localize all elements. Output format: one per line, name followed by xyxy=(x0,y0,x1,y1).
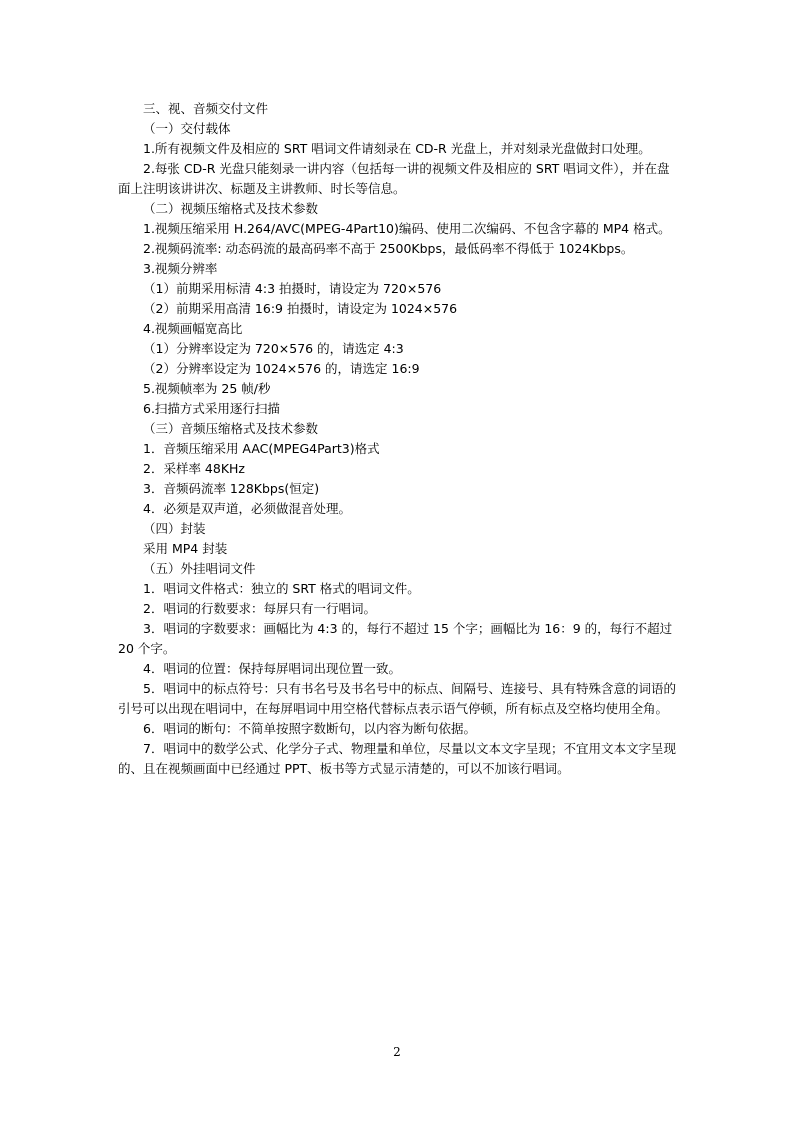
paragraph: 4．唱词的位置：保持每屏唱词出现位置一致。 xyxy=(143,661,401,676)
section-heading: 三、视、音频交付文件 xyxy=(143,101,269,116)
paragraph: 1.所有视频文件及相应的 SRT 唱词文件请刻录在 CD-R 光盘上，并对刻录光盘做封口处理。 xyxy=(143,141,651,156)
paragraph: （2）分辨率设定为 1024×576 的，请选定 16:9 xyxy=(143,361,420,376)
paragraph: 3．音频码流率 128Kbps(恒定) xyxy=(143,481,320,496)
paragraph: 3.视频分辨率 xyxy=(143,261,218,276)
subsection-heading: （一）交付载体 xyxy=(143,121,231,136)
paragraph: 1．音频压缩采用 AAC(MPEG4Part3)格式 xyxy=(143,441,380,456)
paragraph: （1）分辨率设定为 720×576 的，请选定 4:3 xyxy=(143,341,404,356)
paragraph: 1.视频压缩采用 H.264/AVC(MPEG-4Part10)编码、使用二次编码、不包含字幕的 MP4 格式。 xyxy=(143,221,671,236)
paragraph: 2．采样率 48KHz xyxy=(143,461,245,476)
paragraph: 采用 MP4 封装 xyxy=(143,541,228,556)
paragraph: 4．必须是双声道，必须做混音处理。 xyxy=(143,501,351,516)
paragraph: （2）前期采用高清 16:9 拍摄时，请设定为 1024×576 xyxy=(143,301,458,316)
paragraph: 6．唱词的断句：不简单按照字数断句，以内容为断句依据。 xyxy=(143,721,476,736)
paragraph: 5．唱词中的标点符号：只有书名号及书名号中的标点、间隔号、连接号、具有特殊含意的词语的引号可以出现在唱词中，在每屏唱词中用空格代替标点表示语气停顿，所有标点及空格均使用全角。 xyxy=(118,681,676,716)
paragraph: 2.每张 CD-R 光盘只能刻录一讲内容（包括每一讲的视频文件及相应的 SRT 唱词文件），并在盘面上注明该讲讲次、标题及主讲教师、时长等信息。 xyxy=(118,161,670,196)
paragraph: 2．唱词的行数要求：每屏只有一行唱词。 xyxy=(143,601,376,616)
paragraph: （1）前期采用标清 4:3 拍摄时，请设定为 720×576 xyxy=(143,281,442,296)
paragraph: 1．唱词文件格式：独立的 SRT 格式的唱词文件。 xyxy=(143,581,420,596)
page-number: 2 xyxy=(393,1045,401,1059)
subsection-heading: （二）视频压缩格式及技术参数 xyxy=(143,201,319,216)
document-body xyxy=(118,99,678,779)
paragraph: 5.视频帧率为 25 帧/秒 xyxy=(143,381,271,396)
paragraph: 6.扫描方式采用逐行扫描 xyxy=(143,401,280,416)
subsection-heading: （五）外挂唱词文件 xyxy=(143,561,256,576)
paragraph: 3．唱词的字数要求：画幅比为 4:3 的，每行不超过 15 个字；画幅比为 16：9 的，每行不超过 20 个字。 xyxy=(118,621,673,656)
paragraph: 7．唱词中的数学公式、化学分子式、物理量和单位，尽量以文本文字呈现；不宜用文本文字呈现的、且在视频画面中已经通过 PPT、板书等方式显示清楚的，可以不加该行唱词。 xyxy=(118,741,676,776)
subsection-heading: （三）音频压缩格式及技术参数 xyxy=(143,421,319,436)
paragraph: 2.视频码流率: 动态码流的最高码率不高于 2500Kbps，最低码率不得低于 1024Kbps。 xyxy=(143,241,634,256)
subsection-heading: （四）封装 xyxy=(143,521,206,536)
paragraph: 4.视频画幅宽高比 xyxy=(143,321,243,336)
